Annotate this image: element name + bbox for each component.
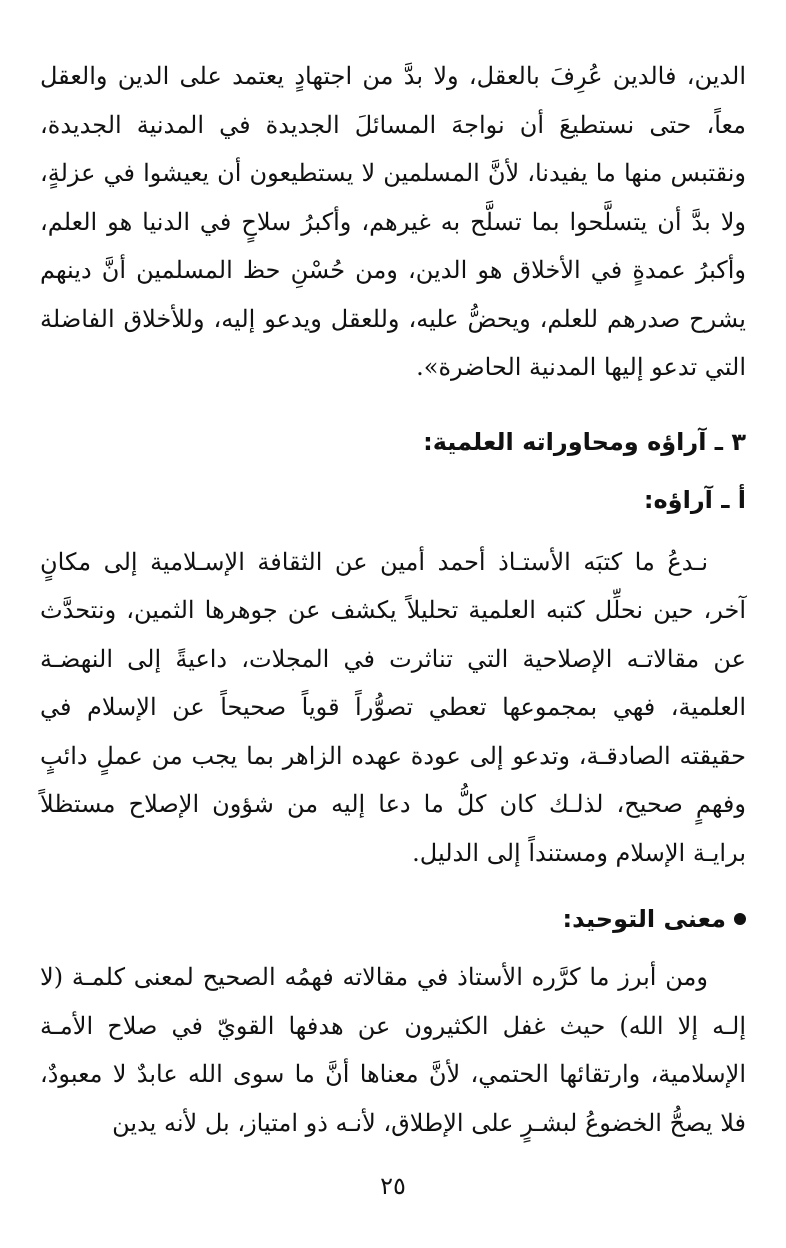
page-body	[40, 52, 746, 1147]
paragraph-tawhid: ومن أبرز ما كرَّره الأستاذ في مقالاته فهمُه الصحيح لمعنى كلمـة (لا إلـه إلا الله) حيث غفل الكثيرون عن هدفها القويّ في صلاح الأمـة الإسلامية، وارتقائها الحتمي، لأنَّ معناها أنَّ ما سوى الله عابدٌ لا معبودٌ، فلا يصحُّ الخضوعُ لبشـرٍ على الإطلاق، لأنـه ذو امتياز، بل لأنه يدين	[40, 963, 746, 1137]
paragraph-intro: الدين، فالدين عُرِفَ بالعقل، ولا بدَّ من اجتهادٍ يعتمد على الدين والعقل معاً، حتى نستطيعَ أن نواجهَ المسائلَ الجديدة في المدنية الجديدة، ونقتبس منها ما يفيدنا، لأنَّ المسلمين لا يستطيعون أن يعيشوا في عزلةٍ، ولا بدَّ أن يتسلَّحوا بما تسلَّح به غيرهم، وأكبرُ سلاحٍ في الدنيا هو العلم، وأكبرُ عمدةٍ في الأخلاق هو الدين، ومن حُسْنِ حظ المسلمين أنَّ دينهم يشرح صدرهم للعلم، ويحضُّ عليه، وللعقل ويدعو إليه، وللأخلاق الفاضلة التي تدعو إليها المدنية الحاضرة».	[40, 62, 746, 381]
bullet-heading	[40, 895, 746, 943]
subheading-opinions: أ ـ آراؤه:	[643, 485, 746, 514]
paragraph-opinions: نـدعُ ما كتبَه الأستـاذ أحمد أمين عن الثقافة الإسـلامية إلى مكانٍ آخر، حين نحلِّل كتبه العلمية تحليلاً يكشف عن جوهرها الثمين، ونتحدَّث عن مقالاتـه الإصلاحية التي تناثرت في المجلات، داعيةً إلى النهضـة العلمية، فهي بمجموعها تعطي تصوُّراً قوياً صحيحاً عن الإسلام في حقيقته الصادقـة، وتدعو إلى عودة عهده الزاهر بما يجب من عملٍ دائبٍ وفهمٍ صحيح، لذلـك كان كلُّ ما دعا إليه من شؤون الإصلاح مستظلاً برايـة الإسلام ومستنداً إلى الدليل.	[40, 547, 746, 867]
page-number: ٢٥	[380, 1172, 406, 1200]
bullet-heading-label: معنى التوحيد:	[562, 905, 726, 933]
bullet-dot-icon	[734, 913, 746, 925]
section-heading: ٣ ـ آراؤه ومحاوراته العلمية:	[423, 427, 746, 456]
